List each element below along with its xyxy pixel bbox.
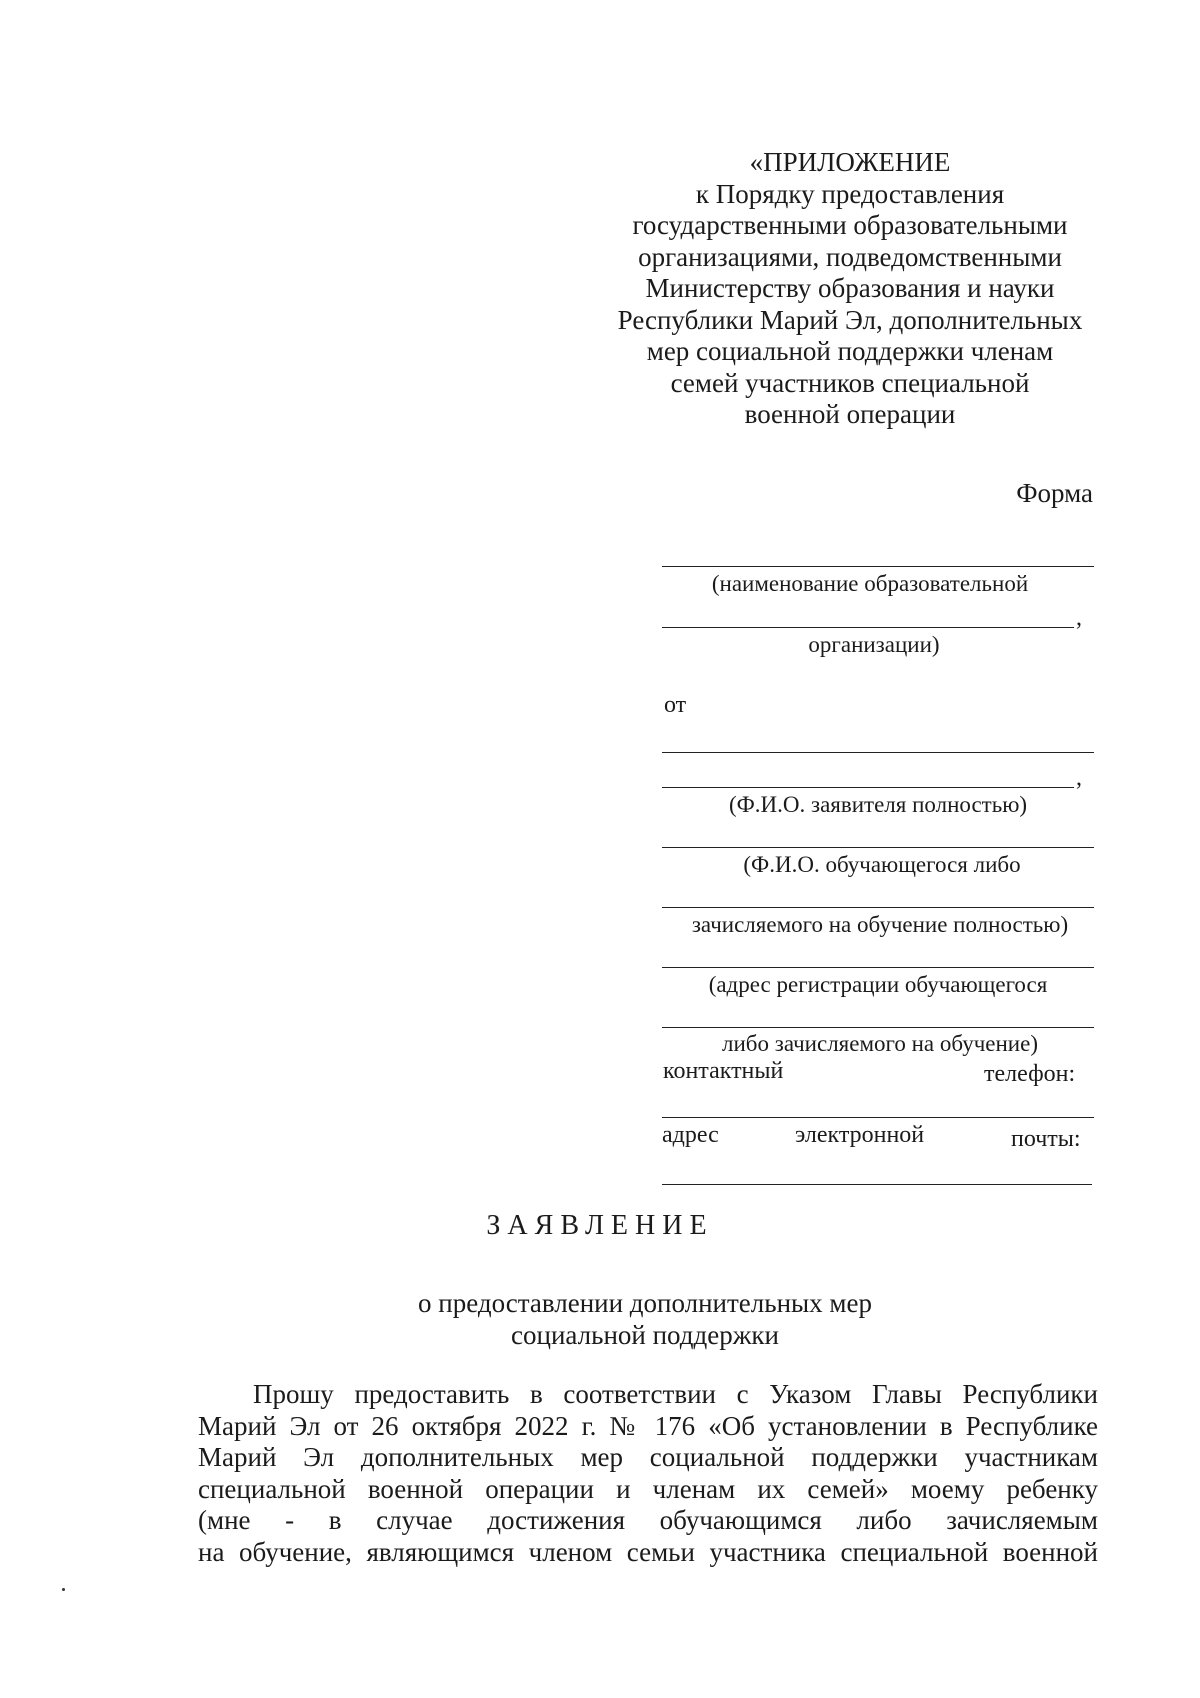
appendix-line: Министерству образования и науки	[645, 273, 1055, 303]
student-line-2[interactable]	[662, 907, 1094, 908]
body-line: Прошу предоставить в соответствии с Указом Главы Республики	[253, 1379, 1098, 1409]
body-line: на обучение, являющимся членом семьи участника специальной военной	[198, 1536, 1098, 1567]
appendix-line: к Порядку предоставления	[695, 178, 1005, 209]
phone-label: контактный	[663, 1058, 784, 1084]
email-line[interactable]	[662, 1184, 1092, 1185]
phone-line[interactable]	[662, 1117, 1094, 1118]
body-line: (мне - в случае достижения обучающимся либо зачисляемым	[198, 1505, 1098, 1535]
student-caption-1: (Ф.И.О. обучающегося либо	[743, 852, 1021, 877]
document-subtitle	[0, 1288, 1200, 1351]
appendix-line: «ПРИЛОЖЕНИЕ	[749, 147, 951, 177]
address-caption-1: (адрес регистрации обучающегося	[708, 972, 1048, 997]
address-line-1[interactable]	[662, 967, 1094, 968]
form-label: Форма	[1016, 478, 1093, 508]
email-label-middle: электронной	[795, 1122, 925, 1148]
email-label-end: почты:	[1011, 1126, 1081, 1152]
body-line: Марий Эл дополнительных мер социальной поддержки участникам	[198, 1442, 1098, 1472]
body-line: специальной военной операции и членам их семей» моему ребенку	[198, 1473, 1098, 1504]
appendix-line: мер социальной поддержки членам	[646, 336, 1054, 366]
applicant-line-1[interactable]	[662, 752, 1094, 753]
org-name-line-1[interactable]	[662, 566, 1094, 567]
phone-label-end: телефон:	[984, 1061, 1076, 1087]
address-line-2[interactable]	[662, 1027, 1094, 1028]
document-title: ЗАЯВЛЕНИЕ	[486, 1210, 714, 1241]
subtitle-line-2: социальной поддержки	[511, 1319, 779, 1350]
applicant-caption: (Ф.И.О. заявителя полностью)	[728, 792, 1028, 817]
appendix-line: семей участников специальной	[670, 367, 1030, 398]
scan-artifact-dot	[62, 1588, 65, 1591]
appendix-header	[600, 147, 1100, 431]
appendix-line: военной операции	[744, 399, 956, 429]
org-name-line-2[interactable]	[662, 627, 1074, 628]
comma: ,	[1076, 605, 1082, 631]
comma: ,	[1076, 765, 1082, 791]
body-line: Марий Эл от 26 октября 2022 г. № 176 «Об установлении в Республике	[198, 1410, 1098, 1441]
org-name-caption-2: организации)	[808, 632, 940, 657]
from-label: от	[664, 692, 687, 718]
address-caption-2: либо зачисляемого на обучение)	[722, 1031, 1038, 1056]
org-name-caption-1: (наименование образовательной	[711, 571, 1029, 596]
subtitle-line-1: о предоставлении дополнительных мер	[418, 1288, 872, 1318]
appendix-line: Республики Марий Эл, дополнительных	[617, 304, 1083, 335]
email-label: адрес	[662, 1122, 719, 1148]
applicant-line-2[interactable]	[662, 787, 1074, 788]
appendix-line: государственными образовательными	[632, 210, 1068, 240]
body-paragraph	[198, 1379, 1098, 1568]
appendix-line: организациями, подведомственными	[638, 241, 1062, 272]
student-line-1[interactable]	[662, 847, 1094, 848]
student-caption-2: зачисляемого на обучение полностью)	[691, 912, 1069, 937]
